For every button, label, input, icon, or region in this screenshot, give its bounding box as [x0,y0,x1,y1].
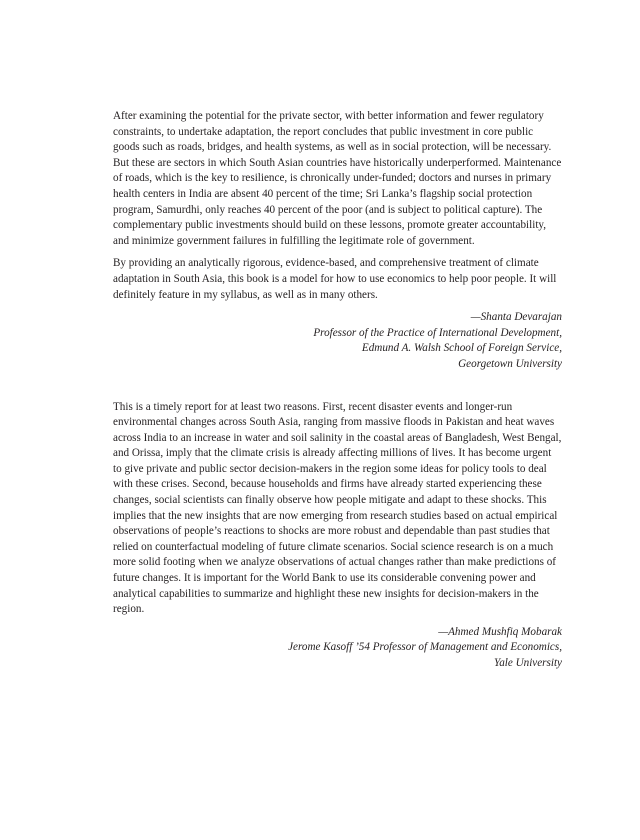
attribution-devarajan [113,310,562,372]
endorsement-paragraph-3: This is a timely report for at least two reasons. First, recent disaster events and longer-run environmental changes across South Asia, ranging from massive floods in Pakistan and heat waves across India to an increase in water and soil salinity in the coastal areas of Bangladesh, West Bengal, and Orissa, imply that the climate crisis is already affecting millions of lives. It has become urgent to give private and public sector decision-makers in the region some ideas for policy tools to deal with these crises. Second, because households and firms have already started experiencing these changes, social scientists can finally observe how people mitigate and adapt to these shocks. This implies that the new insights that are now emerging from research studies based on actual empirical observations of people’s reactions to shocks are more robust and dependable than past studies that relied on counterfactual modeling of future climate scenarios. Social science research is on a much more solid footing when we analyze observations of actual changes rather than make predictions of future changes. It is important for the World Bank to use its considerable convening power and analytical capabilities to summarize and highlight these new insights for decision-makers in the region. [113,400,562,616]
endorsement-paragraph-1: After examining the potential for the private sector, with better information and fewer regulatory constraints, to undertake adaptation, the report concludes that public investment in core public goods such as roads, bridges, and health systems, as well as in social protection, will be necessary. But these are sectors in which South Asian countries have historically underperformed. Maintenance of roads, which is the key to resilience, is chronically under-funded; doctors and nurses in primary health centers in India are absent 40 percent of the time; Sri Lanka’s flagship social protection program, Samurdhi, only reaches 40 percent of the poor (and is subject to political capture). The complementary public investments should build on these lessons, promote greater accountability, and minimize government failures in fulfilling the legitimate role of government. [113,110,562,247]
endorsement-mobarak [113,400,562,672]
attribution-title-line: Professor of the Practice of International Development, [313,326,562,339]
attribution-affiliation: Georgetown University [458,357,562,370]
section-spacer [113,373,562,400]
attribution-affiliation: Yale University [494,657,562,669]
attribution-name: —Shanta Devarajan [470,311,562,324]
attribution-name: —Ahmed Mushfiq Mobarak [438,625,562,638]
attribution-mobarak [113,625,562,672]
endorsement-paragraph-2: By providing an analytically rigorous, evidence-based, and comprehensive treatment of climate adaptation in South Asia, this book is a model for how to use economics to help poor people. It will definitely feature in my syllabus, as well as in many others. [113,257,557,301]
page-content [113,109,562,672]
attribution-title-line: Edmund A. Walsh School of Foreign Service, [361,342,562,355]
attribution-title-line: Jerome Kasoff ’54 Professor of Management and Economics, [288,641,562,654]
endorsement-devarajan [113,109,562,373]
